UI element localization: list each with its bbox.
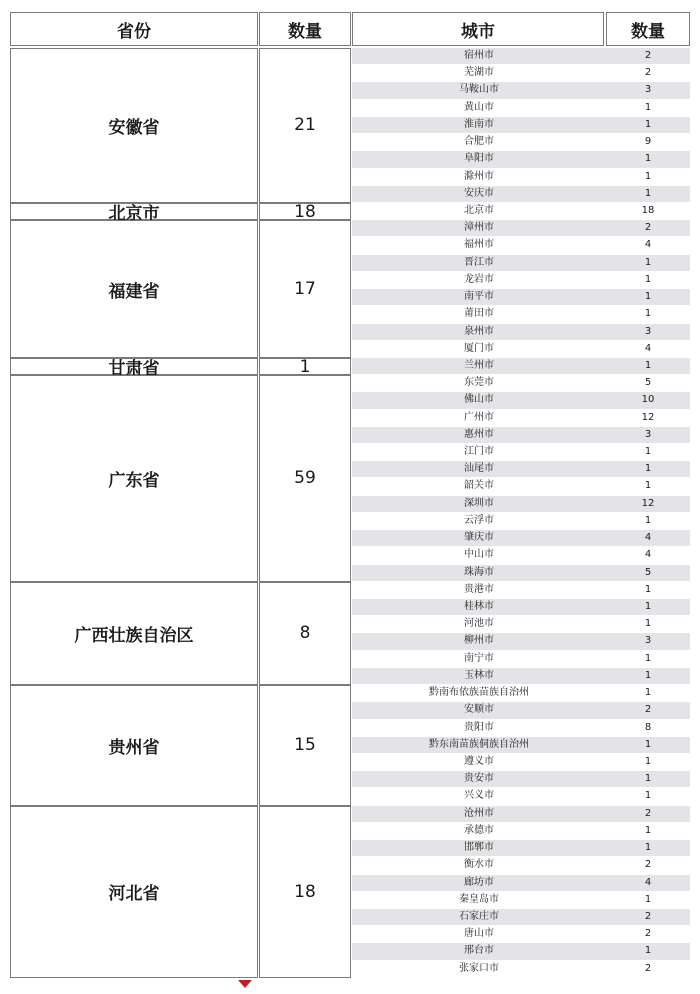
city-name: 安顺市 (464, 704, 494, 716)
city-row (352, 410, 690, 427)
city-name: 秦皇岛市 (459, 893, 499, 905)
city-row (352, 461, 690, 478)
city-count: 2 (644, 807, 652, 819)
city-name: 龙岩市 (464, 273, 494, 285)
city-count: 2 (644, 222, 652, 234)
province-name: 河北省 (10, 806, 258, 978)
city-count: 1 (644, 480, 652, 492)
city-count: 8 (644, 721, 652, 733)
city-name: 廊坊市 (464, 876, 494, 888)
city-name: 南宁市 (464, 652, 494, 664)
city-row (352, 754, 690, 771)
city-name: 佛山市 (464, 394, 494, 406)
city-row (352, 840, 690, 857)
city-name: 黔东南苗族侗族自治州 (429, 738, 529, 750)
city-name: 肇庆市 (464, 532, 494, 544)
city-row (352, 599, 690, 616)
city-row (352, 341, 690, 358)
city-row (352, 513, 690, 530)
city-row (352, 616, 690, 633)
city-row (352, 737, 690, 754)
city-count: 1 (644, 790, 652, 802)
city-name: 芜湖市 (464, 67, 494, 79)
city-name: 沧州市 (464, 807, 494, 819)
city-row (352, 134, 690, 151)
city-count: 1 (644, 687, 652, 699)
city-count: 1 (644, 842, 652, 854)
city-row (352, 547, 690, 564)
province-name: 福建省 (10, 220, 258, 358)
province-name: 贵州省 (10, 685, 258, 806)
city-name: 衡水市 (464, 859, 494, 871)
city-count: 1 (644, 170, 652, 182)
city-row (352, 444, 690, 461)
table-header (10, 12, 690, 48)
city-name: 宿州市 (464, 50, 494, 61)
city-name: 兰州市 (464, 359, 494, 371)
city-row (352, 651, 690, 668)
city-name: 阜阳市 (464, 153, 494, 165)
city-name: 贵阳市 (464, 721, 494, 733)
province-count: 1 (259, 358, 351, 375)
city-name: 云浮市 (464, 514, 494, 526)
city-row (352, 909, 690, 926)
city-count: 1 (644, 669, 652, 681)
city-name: 黔南布依族苗族自治州 (429, 687, 529, 699)
city-name: 莆田市 (464, 308, 494, 320)
province-row (10, 685, 351, 806)
city-row (352, 926, 690, 943)
city-count: 9 (644, 136, 652, 148)
city-name: 淮南市 (464, 118, 494, 130)
city-count: 3 (644, 84, 652, 96)
city-count: 4 (644, 876, 652, 888)
city-name: 兴义市 (464, 790, 494, 802)
city-count: 1 (644, 773, 652, 785)
city-row (352, 186, 690, 203)
city-count: 1 (644, 187, 652, 199)
city-name: 中山市 (464, 549, 494, 561)
city-name: 安庆市 (464, 187, 494, 199)
city-row (352, 496, 690, 513)
city-count: 3 (644, 325, 652, 337)
city-count: 1 (644, 893, 652, 905)
city-row (352, 857, 690, 874)
city-count: 1 (644, 601, 652, 612)
city-count: 4 (644, 342, 652, 354)
city-row (352, 289, 690, 306)
city-row (352, 255, 690, 272)
city-count: 1 (644, 256, 652, 268)
city-count: 4 (644, 239, 652, 251)
city-row (352, 685, 690, 702)
city-count: 2 (644, 910, 652, 922)
city-count: 12 (641, 497, 655, 509)
header-province-count: 数量 (259, 12, 351, 46)
city-count: 1 (644, 273, 652, 285)
city-count: 3 (644, 635, 652, 647)
city-row (352, 272, 690, 289)
province-row (10, 48, 351, 203)
province-name: 甘肃省 (10, 358, 258, 375)
city-row (352, 943, 690, 960)
city-name: 漳州市 (464, 222, 494, 234)
city-name: 汕尾市 (464, 463, 494, 475)
province-row (10, 375, 351, 582)
province-count: 59 (259, 375, 351, 582)
city-count: 2 (644, 704, 652, 716)
city-column (352, 48, 690, 978)
province-row (10, 220, 351, 358)
city-name: 滁州市 (464, 170, 494, 182)
city-count: 2 (644, 67, 652, 79)
city-name: 张家口市 (459, 962, 499, 974)
city-count: 1 (644, 101, 652, 113)
city-row (352, 427, 690, 444)
city-row (352, 961, 690, 978)
province-row (10, 201, 351, 225)
city-count: 2 (644, 859, 652, 871)
city-name: 河池市 (464, 618, 494, 630)
city-row (352, 478, 690, 495)
city-name: 贵港市 (464, 583, 494, 595)
city-name: 承德市 (464, 824, 494, 836)
city-row (352, 806, 690, 823)
city-row (352, 100, 690, 117)
city-row (352, 668, 690, 685)
city-name: 邯郸市 (464, 842, 494, 854)
city-count: 1 (644, 359, 652, 371)
city-row (352, 530, 690, 547)
city-name: 唐山市 (464, 928, 494, 940)
header-province: 省份 (10, 12, 258, 46)
header-city: 城市 (352, 12, 604, 46)
province-count: 17 (259, 220, 351, 358)
province-count: 18 (259, 806, 351, 978)
city-name: 晋江市 (464, 256, 494, 268)
city-count: 1 (644, 308, 652, 320)
city-row (352, 565, 690, 582)
city-count: 1 (644, 824, 652, 836)
city-name: 桂林市 (464, 601, 494, 612)
city-row (352, 702, 690, 719)
city-name: 南平市 (464, 291, 494, 303)
city-row (352, 875, 690, 892)
city-count: 1 (644, 446, 652, 458)
province-count: 15 (259, 685, 351, 806)
city-count: 10 (641, 394, 655, 406)
city-count: 5 (644, 566, 652, 578)
city-count: 1 (644, 738, 652, 750)
city-count: 1 (644, 118, 652, 130)
city-row (352, 892, 690, 909)
city-count: 1 (644, 652, 652, 664)
city-row (352, 582, 690, 599)
city-row (352, 169, 690, 186)
city-row (352, 324, 690, 341)
city-row (352, 203, 690, 220)
city-row (352, 220, 690, 237)
city-row (352, 788, 690, 805)
city-name: 贵安市 (464, 773, 494, 785)
city-row (352, 771, 690, 788)
province-count: 21 (259, 48, 351, 203)
city-row (352, 306, 690, 323)
city-row (352, 633, 690, 650)
city-row (352, 823, 690, 840)
city-count: 1 (644, 583, 652, 595)
city-row (352, 237, 690, 254)
province-count: 18 (259, 203, 351, 220)
city-name: 泉州市 (464, 325, 494, 337)
city-name: 北京市 (464, 204, 494, 216)
city-row (352, 117, 690, 134)
city-count: 12 (641, 411, 655, 423)
city-row (352, 392, 690, 409)
city-name: 惠州市 (464, 428, 494, 440)
city-row (352, 48, 690, 65)
city-count: 1 (644, 618, 652, 630)
city-name: 石家庄市 (459, 910, 499, 922)
city-name: 韶关市 (464, 480, 494, 492)
city-name: 江门市 (464, 446, 494, 458)
city-name: 福州市 (464, 239, 494, 251)
province-name: 北京市 (10, 203, 258, 220)
city-count: 2 (644, 962, 652, 974)
province-count: 8 (259, 582, 351, 685)
city-count: 1 (644, 291, 652, 303)
header-city-count: 数量 (606, 12, 690, 46)
city-name: 合肥市 (464, 136, 494, 148)
city-count: 5 (644, 377, 652, 389)
province-name: 安徽省 (10, 48, 258, 203)
city-count: 4 (644, 532, 652, 544)
city-row (352, 151, 690, 168)
city-count: 2 (644, 928, 652, 940)
city-name: 深圳市 (464, 497, 494, 509)
city-name: 玉林市 (464, 669, 494, 681)
city-count: 4 (644, 549, 652, 561)
province-name: 广东省 (10, 375, 258, 582)
city-count: 1 (644, 463, 652, 475)
triangle-icon (238, 980, 252, 988)
city-count: 1 (644, 945, 652, 957)
city-row (352, 65, 690, 82)
city-row (352, 375, 690, 392)
city-name: 黄山市 (464, 101, 494, 113)
city-name: 东莞市 (464, 377, 494, 389)
province-row (10, 356, 351, 380)
city-count: 1 (644, 755, 652, 767)
city-count: 2 (644, 50, 652, 61)
province-row (10, 582, 351, 685)
city-name: 广州市 (464, 411, 494, 423)
city-name: 遵义市 (464, 755, 494, 767)
city-row (352, 720, 690, 737)
city-count: 1 (644, 514, 652, 526)
city-name: 马鞍山市 (459, 84, 499, 96)
city-count: 18 (641, 204, 655, 216)
province-name: 广西壮族自治区 (10, 582, 258, 685)
city-name: 厦门市 (464, 342, 494, 354)
city-name: 柳州市 (464, 635, 494, 647)
city-count: 3 (644, 428, 652, 440)
city-row (352, 82, 690, 99)
city-name: 邢台市 (464, 945, 494, 957)
page-footer (0, 978, 700, 994)
city-name: 珠海市 (464, 566, 494, 578)
province-row (10, 806, 351, 978)
city-row (352, 358, 690, 375)
city-count: 1 (644, 153, 652, 165)
city-distribution-table (10, 12, 690, 974)
